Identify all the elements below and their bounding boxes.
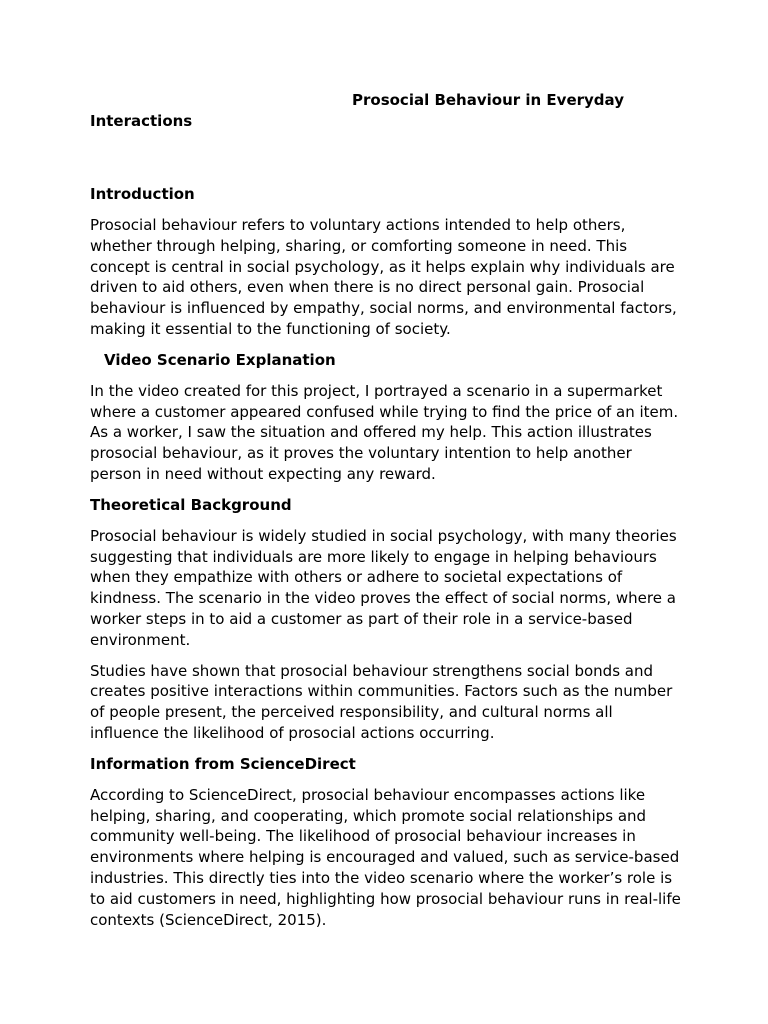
- section-heading: Video Scenario Explanation: [104, 350, 336, 369]
- section-heading: Information from ScienceDirect: [90, 754, 356, 773]
- document-page: [90, 90, 682, 940]
- section-sciencedirect: [90, 754, 682, 931]
- section-theoretical-background: [90, 495, 682, 744]
- paragraph: Prosocial behaviour is widely studied in social psychology, with many theories suggesting that individuals are more likely to engage in helping behaviours when they empathize with others or adhere to societal expectations of kindness. The scenario in the video proves the effect of social norms, where a worker steps in to aid a customer as part of their role in a service-based environment.: [90, 526, 677, 649]
- section-video-scenario: [90, 350, 682, 485]
- paragraph: According to ScienceDirect, prosocial behaviour encompasses actions like helping, sharing, and cooperating, which promote social relationships and community well-being. The likelihood of prosocial behaviour increases in environments where helping is encouraged and valued, such as service-based industries. This directly ties into the video scenario where the worker’s role is to aid customers in need, highlighting how prosocial behaviour runs in real-life contexts (ScienceDirect, 2015).: [90, 785, 681, 929]
- section-introduction: [90, 184, 682, 340]
- paragraph: In the video created for this project, I portrayed a scenario in a supermarket where a customer appeared confused while trying to find the price of an item. As a worker, I saw the situation and offered my help. This action illustrates prosocial behaviour, as it proves the voluntary intention to help another person in need without expecting any reward.: [90, 381, 679, 483]
- title-spacer: [90, 132, 682, 184]
- section-heading: Introduction: [90, 185, 195, 203]
- section-heading: Theoretical Background: [90, 495, 292, 514]
- paragraph: Prosocial behaviour refers to voluntary actions intended to help others, whether through helping, sharing, or comforting someone in need. This concept is central in social psychology, as it helps explain why individuals are driven to aid others, even when there is no direct personal gain. Prosocial behaviour is influenced by empathy, social norms, and environmental factors, making it essential to the functioning of society.: [90, 216, 677, 338]
- document-title: Prosocial Behaviour in Everyday Interactions: [90, 91, 624, 130]
- paragraph: Studies have shown that prosocial behaviour strengthens social bonds and creates positive interactions within communities. Factors such as the number of people present, the perceived responsibility, and cultural norms all influence the likelihood of prosocial actions occurring.: [90, 661, 673, 742]
